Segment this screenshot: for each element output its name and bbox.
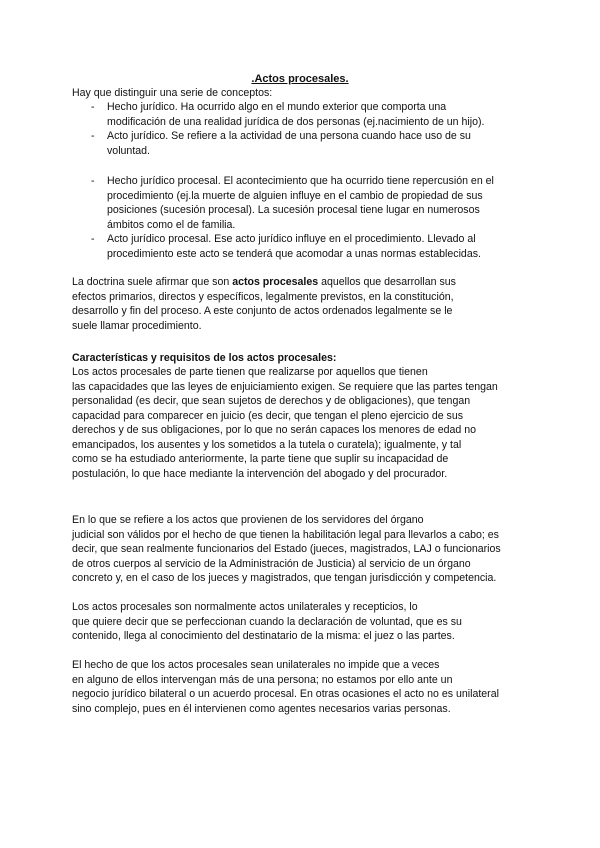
paragraph-line: desarrollo y fin del proceso. A este conjunto de actos ordenados legalmente se le	[72, 305, 453, 317]
list-item	[91, 100, 521, 129]
list-item	[91, 129, 521, 158]
list-line: voluntad.	[107, 144, 150, 157]
paragraph-line: Los actos procesales son normalmente actos unilaterales y recepticios, lo	[72, 601, 418, 613]
paragraph-line: suele llamar procedimiento.	[72, 319, 202, 332]
concept-list-1	[91, 100, 521, 158]
paragraph-line: en alguno de ellos intervengan más de una persona; no estamos por ello ante un	[72, 673, 453, 686]
section-heading: Características y requisitos de los actos procesales:	[72, 352, 337, 364]
text-run: La doctrina suele afirmar que son	[72, 276, 233, 288]
paragraph-line: las capacidades que las leyes de enjuiciamiento exigen. Se requiere que las partes tengan	[72, 380, 498, 393]
paragraph-line: negocio jurídico bilateral o un acuerdo procesal. En otras ocasiones el acto no es unilateral	[72, 688, 499, 700]
text-run: aquellos que desarrollan sus	[318, 276, 456, 288]
paragraph-line: judicial son válidos por el hecho de que tienen la habilitación legal para llevarlos a cabo; es	[72, 528, 499, 541]
list-line: posiciones (sucesión procesal). La sucesión procesal tiene lugar en numerosos	[107, 204, 480, 216]
paragraph-complejos	[72, 658, 522, 716]
paragraph-line: En lo que se refiere a los actos que provienen de los servidores del órgano	[72, 514, 424, 526]
paragraph-line: contenido, llega al conocimiento del destinatario de la misma: el juez o las partes.	[72, 630, 455, 642]
paragraph-organo-judicial	[72, 513, 522, 586]
list-line: - Acto jurídico procesal. Ese acto jurídico influye en el procedimiento. Llevado al	[107, 233, 476, 245]
paragraph-line: sino complejo, pues en él intervienen como agentes necesarios varias personas.	[72, 702, 451, 715]
page-title: .Actos procesales.	[251, 73, 349, 85]
paragraph-doctrina	[72, 275, 522, 333]
list-line: modificación de una realidad jurídica de dos personas (ej.nacimiento de un hijo).	[107, 115, 485, 128]
paragraph-line: emancipados, los ausentes y los sometidos a la tutela o curatela); igualmente, y tal	[72, 438, 462, 451]
paragraph-line: Los actos procesales de parte tienen que realizarse por aquellos que tienen	[72, 366, 428, 378]
list-line: ámbitos como el de familia.	[107, 218, 236, 231]
list-line: procedimiento este acto se tenderá que acomodar a unas normas establecidas.	[107, 247, 481, 260]
intro-text: Hay que distinguir una serie de conceptos:	[72, 87, 273, 99]
paragraph-line: postulación, lo que hace mediante la intervención del abogado y del procurador.	[72, 467, 448, 480]
concept-list-2	[91, 174, 521, 261]
list-line: - Hecho jurídico procesal. El acontecimiento que ha ocurrido tiene repercusión en el	[107, 175, 494, 187]
paragraph-line: que quiere decir que se perfeccionan cuando la declaración de voluntad, que es su	[72, 615, 462, 628]
paragraph-line: El hecho de que los actos procesales sean unilaterales no impide que a veces	[72, 659, 440, 671]
paragraph-unilaterales	[72, 600, 522, 644]
list-item	[91, 174, 521, 232]
paragraph-line: efectos primarios, directos y específicos, legalmente previstos, en la constitución,	[72, 290, 454, 303]
bold-term: actos procesales	[232, 276, 319, 288]
paragraph-line: como se ha estudiado anteriormente, la parte tiene que suplir su incapacidad de	[72, 453, 449, 465]
paragraph-line: capacidad para comparecer en juicio (es decir, que tengan el pleno ejercicio de sus	[72, 409, 464, 422]
list-line: procedimiento (ej.la muerte de alguien influye en el cambio de propiedad de sus	[107, 189, 483, 202]
list-line: - Hecho jurídico. Ha ocurrido algo en el mundo exterior que comporta una	[107, 101, 447, 113]
paragraph-line: decir, que sean realmente funcionarios del Estado (jueces, magistrados, LAJ o funcionarios	[72, 543, 501, 555]
paragraph-line: de otros cuerpos al servicio de la Administración de Justicia) al servicio de un órgano	[72, 557, 471, 570]
list-item	[91, 232, 521, 261]
paragraph-partes	[72, 365, 522, 481]
paragraph-line: personalidad (es decir, que sean sujetos de derechos y de obligaciones), que tengan	[72, 395, 471, 407]
paragraph-line: derechos y de sus obligaciones, por lo que no serán capaces los menores de edad no	[72, 424, 477, 436]
paragraph-line: concreto y, en el caso de los jueces y magistrados, que tengan jurisdicción y competencia.	[72, 572, 497, 584]
list-line: - Acto jurídico. Se refiere a la actividad de una persona cuando hace uso de su	[107, 130, 471, 142]
paragraph-line	[72, 275, 522, 290]
